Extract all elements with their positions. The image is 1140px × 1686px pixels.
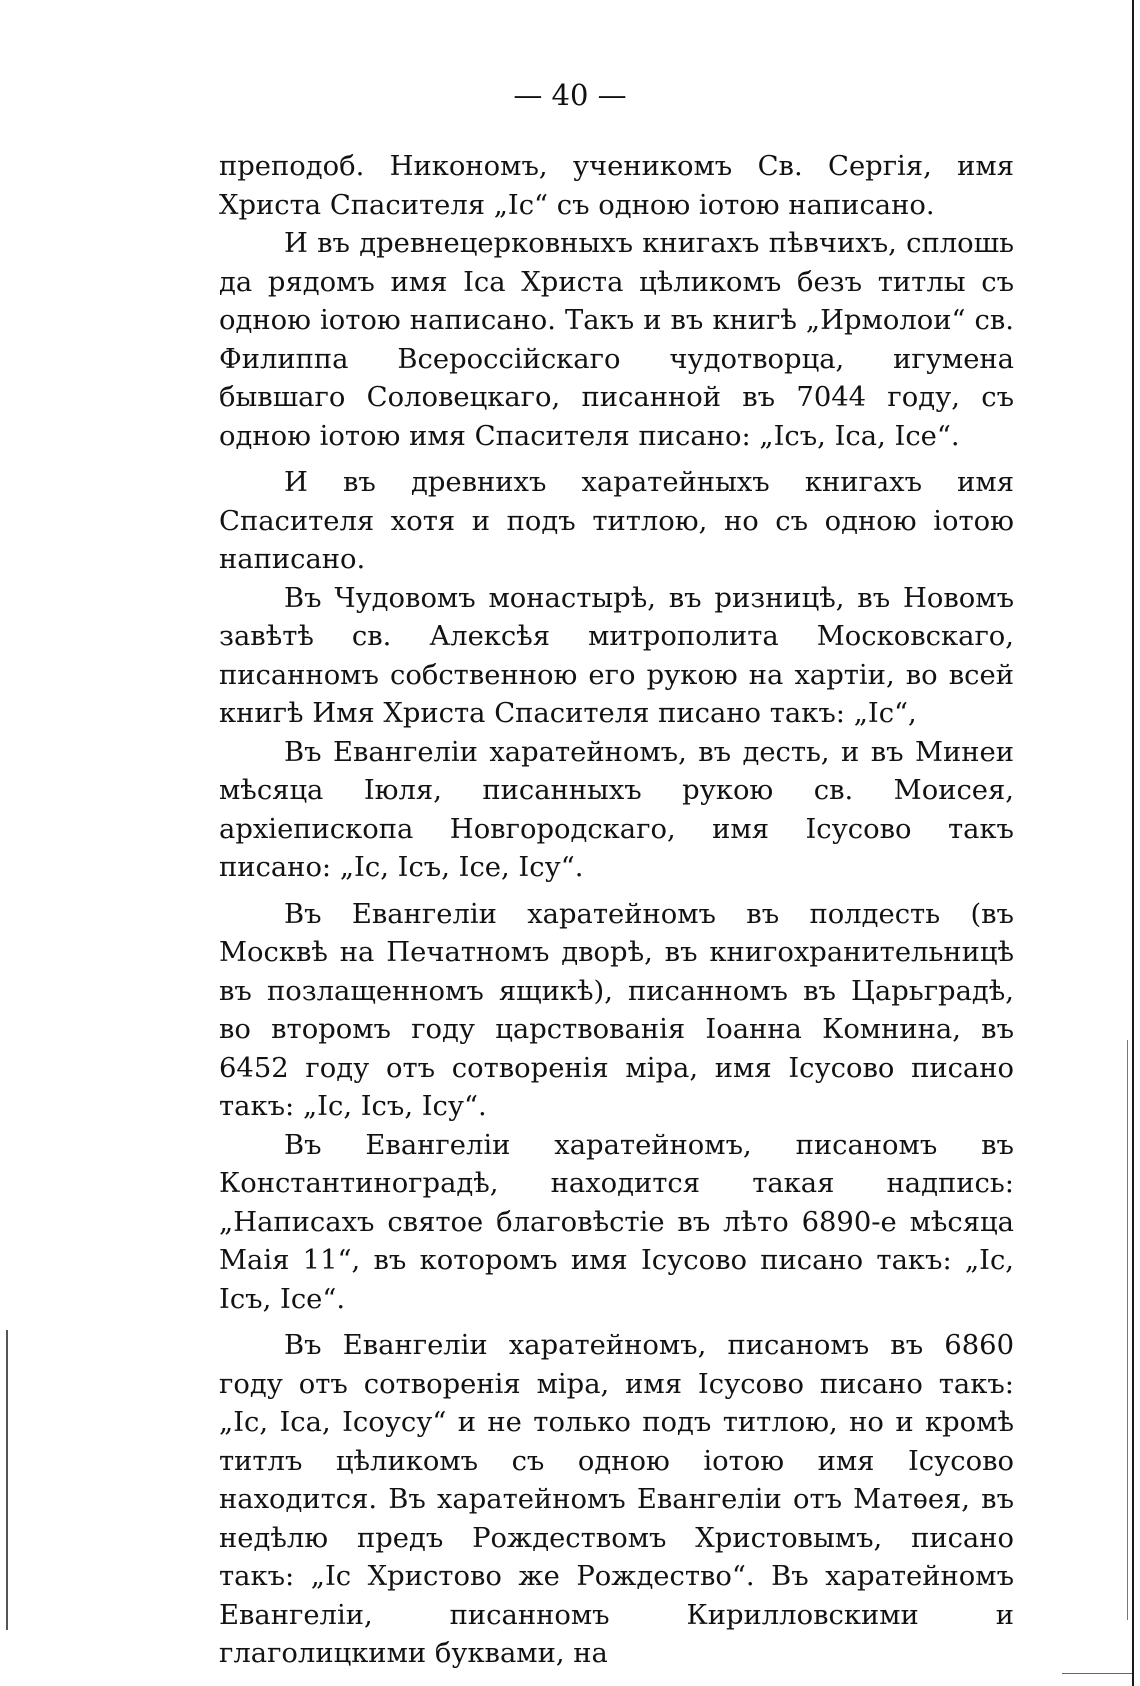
paragraph-7: Въ Евангеліи харатейномъ, писаномъ въ Константиноградѣ, находится такая надпись: „Написахъ святое благовѣстіе въ лѣто 6890-е мѣсяца Маія 11“, въ которомъ имя Ісусово писано такъ: „Іс, Ісъ, Ісе“. [219, 1129, 1014, 1315]
paragraph-4: Въ Чудовомъ монастырѣ, въ ризницѣ, въ Новомъ завѣтѣ св. Алексѣя митрополита Московскаго, писанномъ собственною его рукою на хартіи, во всей книгѣ Имя Христа Спасителя писано такъ: „Іс“, [219, 582, 1014, 729]
paragraph-8: Въ Евангеліи харатейномъ, писаномъ въ 6860 году отъ сотворенія міра, имя Ісусово писано такъ: „Іс, Іса, Ісоусу“ и не только подъ титлою, но и кромѣ титлъ цѣликомъ съ одною іотою имя Ісусово находится. Въ харатейномъ Евангеліи отъ Матѳея, въ недѣлю предъ Рождествомъ Христовымъ, писано такъ: „Іс Христово же Рождество“. Въ харатейномъ Евангеліи, писанномъ Кирилловскими и глаголицкими буквами, на [219, 1330, 1014, 1669]
paragraph-1: преподоб. Никономъ, ученикомъ Св. Сергія, имя Христа Спасителя „Іс“ съ одною іотою написано. [219, 151, 1014, 221]
body-text [219, 148, 1014, 1674]
paragraph-6: Въ Евангеліи харатейномъ въ полдесть (въ Москвѣ на Печатномъ дворѣ, въ книгохранительницѣ въ позлащенномъ ящикѣ), писанномъ въ Царьградѣ, во второмъ году царствованія Іоанна Комнина, въ 6452 году отъ сотворенія міра, имя Ісусово писано такъ: „Іс, Ісъ, Ісу“. [219, 898, 1014, 1122]
scan-edge-right [1132, 0, 1134, 1686]
scan-edge-left [6, 1330, 8, 1630]
paragraph-5: Въ Евангеліи харатейномъ, въ десть, и въ Минеи мѣсяца Іюля, писанныхъ рукою св. Моисея, архіепископа Новгородскаго, имя Ісусово такъ писано: „Іс, Ісъ, Іcе, Ісу“. [219, 736, 1014, 883]
scan-edge-right-inner [1127, 1040, 1128, 1620]
paragraph-2: И въ древнецерковныхъ книгахъ пѣвчихъ, сплошь да рядомъ имя Іса Христа цѣликомъ безъ титлы съ одною іотою написано. Такъ и въ книгѣ „Ирмолои“ св. Филиппа Всероссійскаго чудотворца, игумена бывшаго Соловецкаго, писанной въ 7044 году, съ одною іотою имя Спасителя писано: „Ісъ, Іса, Ісе“. [219, 228, 1014, 452]
paragraph-3: И въ древнихъ харатейныхъ книгахъ имя Спасителя хотя и подъ титлою, но съ одною іотою написано. [219, 467, 1014, 575]
page-number-header: — 40 — [513, 78, 627, 112]
scan-edge-bottom [1062, 1673, 1132, 1674]
